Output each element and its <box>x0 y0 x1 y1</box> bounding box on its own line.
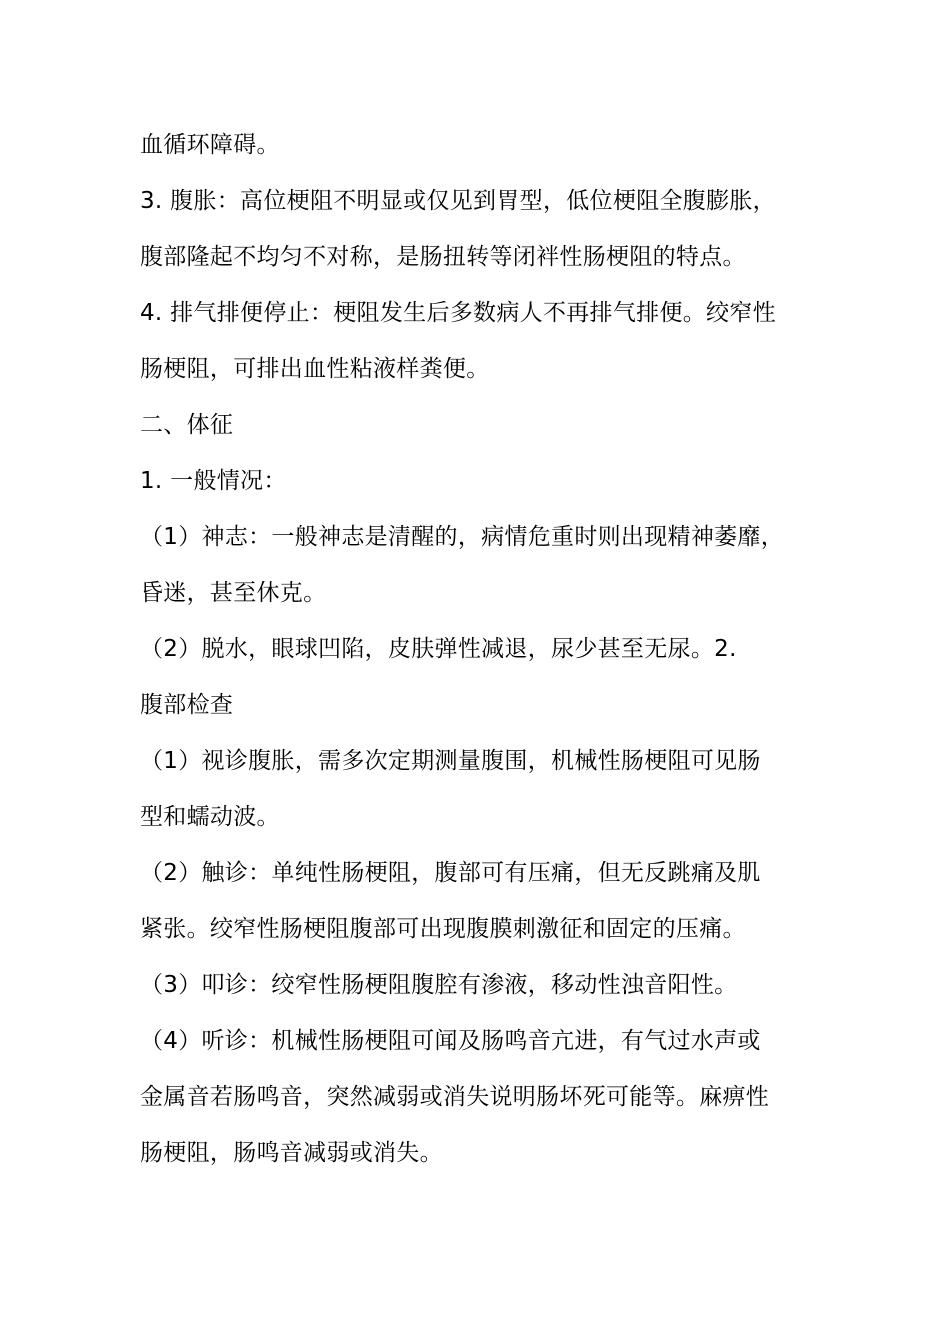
section-heading: 二、体征 <box>140 412 234 438</box>
text-line: 肠梗阻，肠鸣音减弱或消失。 <box>140 1140 443 1166</box>
text-line: （4）听诊：机械性肠梗阻可闻及肠鸣音亢进，有气过水声或 <box>140 1028 761 1054</box>
text-line: 型和蠕动波。 <box>140 804 280 830</box>
text-line: 3. 腹胀：高位梗阻不明显或仅见到胃型，低位梗阻全腹膨胀， <box>140 188 776 214</box>
text-line: （2）脱水，眼球凹陷，皮肤弹性减退，尿少甚至无尿。2. <box>140 636 737 662</box>
text-line: 血循环障碍。 <box>140 132 280 158</box>
text-line: 1. 一般情况： <box>140 468 287 494</box>
text-line: （1）视诊腹胀，需多次定期测量腹围，机械性肠梗阻可见肠 <box>140 748 761 774</box>
text-line: 4. 排气排便停止：梗阻发生后多数病人不再排气排便。绞窄性 <box>140 300 776 326</box>
text-line: （3）叩诊：绞窄性肠梗阻腹腔有渗液，移动性浊音阳性。 <box>140 972 738 998</box>
text-line: 紧张。绞窄性肠梗阻腹部可出现腹膜刺激征和固定的压痛。 <box>140 916 746 942</box>
text-line: 肠梗阻，可排出血性粘液样粪便。 <box>140 356 490 382</box>
text-line: 金属音若肠鸣音，突然减弱或消失说明肠坏死可能等。麻痹性 <box>140 1084 770 1110</box>
text-line: （2）触诊：单纯性肠梗阻，腹部可有压痛，但无反跳痛及肌 <box>140 860 761 886</box>
text-line: 腹部隆起不均匀不对称，是肠扭转等闭袢性肠梗阻的特点。 <box>140 244 746 270</box>
text-line: （1）神志：一般神志是清醒的，病情危重时则出现精神萎靡， <box>140 524 785 550</box>
text-line: 腹部检查 <box>140 692 234 718</box>
text-line: 昏迷，甚至休克。 <box>140 580 327 606</box>
